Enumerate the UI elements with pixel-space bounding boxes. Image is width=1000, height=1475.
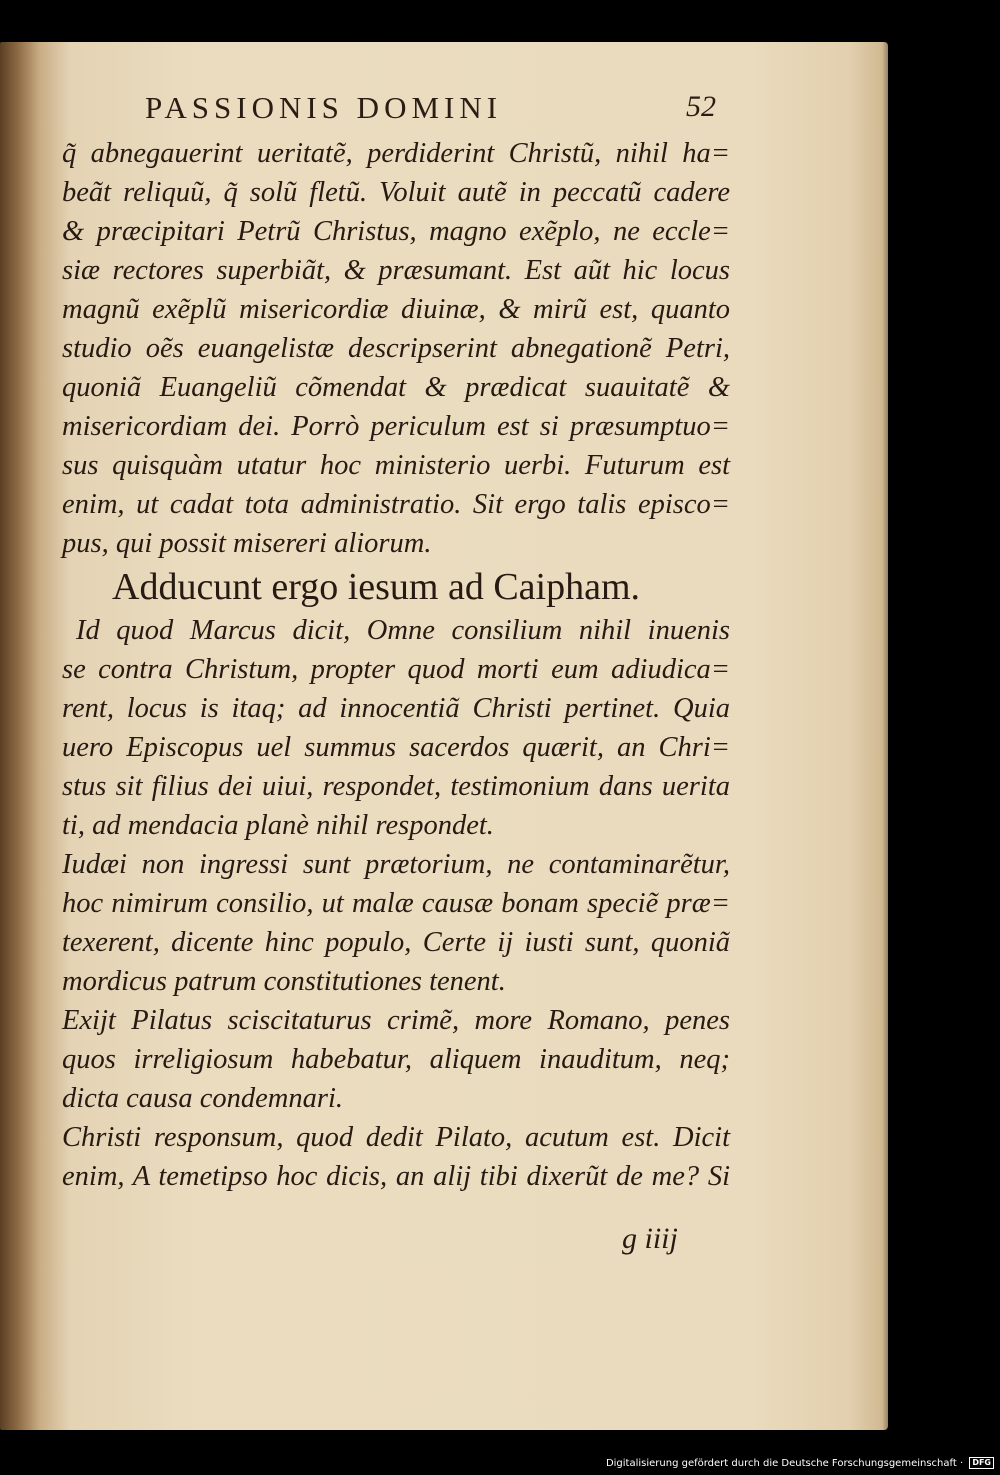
text-line: & præcipitari Petrũ Christus, magno exẽplo, ne eccle= <box>62 216 730 247</box>
text-line: Exijt Pilatus sciscitaturus crimẽ, more Romano, penes <box>62 1005 730 1036</box>
page-number: 52 <box>686 90 716 123</box>
text-line: beãt reliquũ, q̃ solũ fletũ. Voluit autẽ in peccatũ cadere <box>62 177 730 208</box>
text-line: enim, A temetipso hoc dicis, an alij tibi dixerũt de me? Si <box>62 1161 730 1192</box>
section-heading: Adducunt ergo iesum ad Caipham. <box>112 566 641 608</box>
text-line: pus, qui possit misereri aliorum. <box>62 528 432 559</box>
text-line: enim, ut cadat tota administratio. Sit ergo talis episco= <box>62 489 730 520</box>
text-line: rent, locus is itaq; ad innocentiã Christi pertinet. Quia <box>62 693 730 724</box>
text-line: magnũ exẽplũ misericordiæ diuinæ, & mirũ est, quanto <box>62 294 730 325</box>
text-line: siæ rectores superbiãt, & præsumant. Est aũt hic locus <box>62 255 730 286</box>
text-line: misericordiam dei. Porrò periculum est si præsumptuo= <box>62 411 730 442</box>
text-line: quoniã Euangeliũ cõmendat & prædicat suauitatẽ & <box>62 372 730 403</box>
running-head: PASSIONIS DOMINI <box>145 90 503 125</box>
text-line: stus sit filius dei uiui, respondet, testimonium dans uerita <box>62 771 730 802</box>
book-page <box>0 42 888 1430</box>
text-line: hoc nimirum consilio, ut malæ causæ bonam speciẽ præ= <box>62 888 730 919</box>
text-line: quos irreligiosum habebatur, aliquem inauditum, neq; <box>62 1044 730 1075</box>
text-line: se contra Christum, propter quod morti eum adiudica= <box>62 654 730 685</box>
text-line: studio oẽs euangelistæ descripserint abnegationẽ Petri, <box>62 333 730 364</box>
signature-mark: g iiij <box>622 1222 678 1255</box>
text-line: texerent, dicente hinc populo, Certe ij iusti sunt, quoniã <box>62 927 730 958</box>
text-line: sus quisquàm utatur hoc ministerio uerbi. Futurum est <box>62 450 730 481</box>
text-line: mordicus patrum constitutiones tenent. <box>62 966 506 997</box>
page-edge-shadow <box>882 42 888 1430</box>
text-line: uero Episcopus uel summus sacerdos quærit, an Chri= <box>62 732 730 763</box>
dfg-logo-icon: DFG <box>969 1457 994 1469</box>
digitization-credit <box>606 1457 994 1469</box>
text-line: Christi responsum, quod dedit Pilato, acutum est. Dicit <box>62 1122 730 1153</box>
text-line: Id quod Marcus dicit, Omne consilium nihil inuenis <box>76 615 730 646</box>
text-line: q̃ abnegauerint ueritatẽ, perdiderint Christũ, nihil ha= <box>62 138 730 169</box>
text-line: dicta causa condemnari. <box>62 1083 343 1114</box>
text-line: Iudæi non ingressi sunt prætorium, ne contaminarẽtur, <box>62 849 730 880</box>
body-text <box>62 134 730 1196</box>
credit-text: Digitalisierung gefördert durch die Deutsche Forschungsgemeinschaft · <box>605 1458 964 1469</box>
text-line: ti, ad mendacia planè nihil respondet. <box>62 810 494 841</box>
